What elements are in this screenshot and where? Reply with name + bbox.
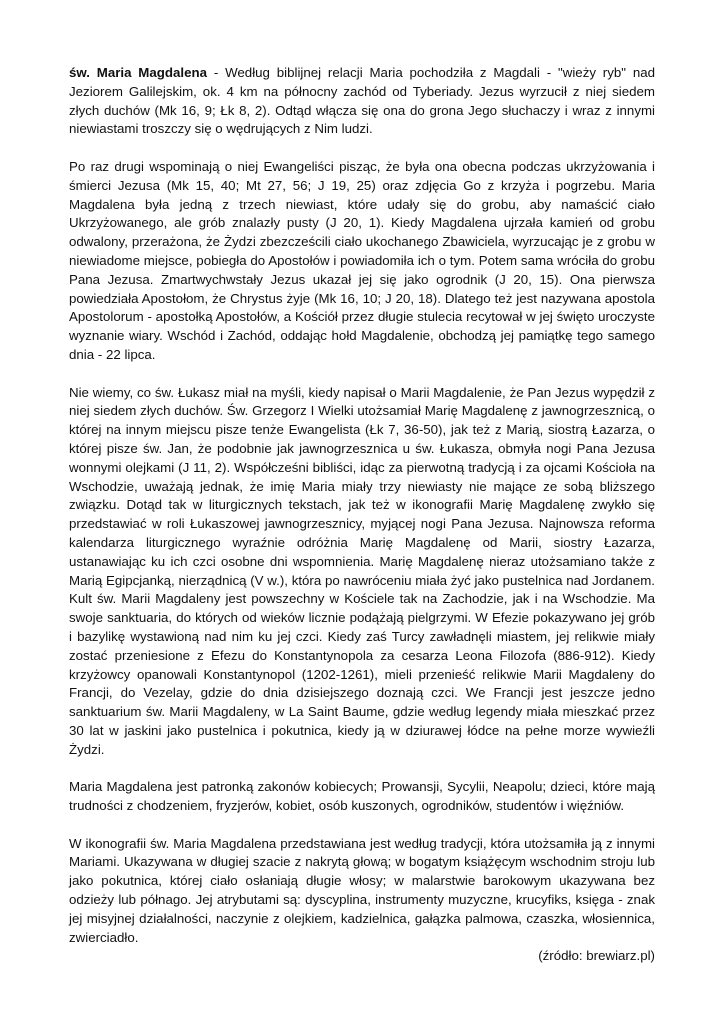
saint-name-heading: św. Maria Magdalena: [69, 65, 208, 80]
paragraph-patronage: Maria Magdalena jest patronką zakonów kobiecych; Prowansji, Sycylii, Neapolu; dzieci, które mają trudności z chodzeniem, fryzjerów, kobiet, osób kuszonych, ogrodników, studentów i więźniów.: [69, 779, 655, 814]
paragraph-resurrection: Po raz drugi wspominają o niej Ewangeliści pisząc, że była ona obecna podczas ukrzyżowania i śmierci Jezusa (Mk 15, 40; Mt 27, 56; J 19, 25) oraz zdjęcia Go z krzyża i pogrzebu. Maria Magdalena była jedną z trzech niewiast, które udały się do grobu, aby namaścić ciało Ukrzyżowanego, ale grób znalazły pusty (J 20, 1). Kiedy Magdalena ujrzała kamień od grobu odwalony, przerażona, że Żydzi zbezcześcili ciało ukochanego Zbawiciela, wyrzucając je z grobu w niewiadome miejsce, pobiegła do Apostołów i powiadomiła ich o tym. Potem sama wróciła do grobu Pana Jezusa. Zmartwychwstały Jezus ukazał jej się jako ogrodnik (J 20, 15). Ona pierwsza powiedziała Apostołom, że Chrystus żyje (Mk 16, 10; J 20, 18). Dlatego też jest nazywana apostola Apostolorum - apostołką Apostołów, a Kościół przez długie stulecia recytował w jej święto uroczyste wyznanie wiary. Wschód i Zachód, oddając hołd Magdalenie, obchodzą jej pamiątkę tego samego dnia - 22 lipca.: [69, 158, 655, 362]
paragraph-intro: [69, 64, 655, 139]
source-citation: (źródło: brewiarz.pl): [538, 948, 655, 964]
document-page: [69, 64, 655, 966]
intro-text: - Według biblijnej relacji Maria pochodziła z Magdali - "wieży ryb" nad Jeziorem Galilejskim, ok. 4 km na północny zachód od Tyberiady. Jezus wyrzucił z niej siedem złych duchów (Mk 16, 9; Łk 8, 2). Odtąd włącza się ona do grona Jego słuchaczy i wraz z innymi niewiastami troszczy się o wędrujących z Nim ludzi.: [69, 65, 656, 137]
paragraph-iconography: W ikonografii św. Maria Magdalena przedstawiana jest według tradycji, która utożsamiła ją z innymi Mariami. Ukazywana w długiej szacie z nakrytą głową; w bogatym książęcym wschodnim stroju lub jako pokutnica, której ciało osłaniają długie włosy; w malarstwie barokowym ukazywana bez odzieży lub półnago. Jej atrybutami są: dyscyplina, instrumenty muzyczne, krucyfiks, księga - znak jej misyjnej działalności, naczynie z olejkiem, kadzielnica, gałązka palmowa, czaszka, włosiennica, zwierciadło.: [69, 835, 655, 945]
paragraph-identity-and-cult: Nie wiemy, co św. Łukasz miał na myśli, kiedy napisał o Marii Magdalenie, że Pan Jezus wypędził z niej siedem złych duchów. Św. Grzegorz I Wielki utożsamiał Marię Magdalenę z jawnogrzesznicą, o której na innym miejscu pisze tenże Ewangelista (Łk 7, 36-50), jak też z Marią, siostrą Łazarza, o której pisze św. Jan, że podobnie jak jawnogrzesznica u św. Łukasza, obmyła nogi Pana Jezusa wonnymi olejkami (J 11, 2). Współcześni bibliści, idąc za pierwotną tradycją i za ojcami Kościoła na Wschodzie, uważają jednak, że imię Maria miały trzy niewiasty nie mające ze sobą bliższego związku. Dotąd tak w liturgicznych tekstach, jak też w ikonografii Marię Magdalenę zwykło się przedstawiać w roli Łukaszowej jawnogrzesznicy, myjącej nogi Pana Jezusa. Najnowsza reforma kalendarza liturgicznego wyraźnie odróżnia Marię Magdalenę od Marii, siostry Łazarza, ustanawiając ku ich czci osobne dni wspomnienia. Marię Magdalenę nieraz utożsamiano także z Marią Egipcjanką, nierządnicą (V w.), która po nawróceniu miała żyć jako pustelnica nad Jordanem. Kult św. Marii Magdaleny jest powszechny w Kościele tak na Zachodzie, jak i na Wschodzie. Ma swoje sanktuaria, do których od wieków licznie podążają pielgrzymi. W Efezie pokazywano jej grób i bazylikę wystawioną nad nim ku jej czci. Kiedy zaś Turcy zawładnęli miastem, jej relikwie miały zostać przeniesione z Efezu do Konstantynopola za cesarza Leona Filozofa (886-912). Kiedy krzyżowcy opanowali Konstantynopol (1202-1261), mieli przenieść relikwie Marii Magdaleny do Francji, do Vezelay, gdzie do dnia dzisiejszego doznają czci. We Francji jest jeszcze jedno sanktuarium św. Marii Magdaleny, w La Saint Baume, gdzie według legendy miała mieszkać przez 30 lat w jaskini jako pustelnica i pokutnica, kiedy ją w dziurawej łódce na pełne morze wywieźli Żydzi.: [69, 384, 655, 757]
